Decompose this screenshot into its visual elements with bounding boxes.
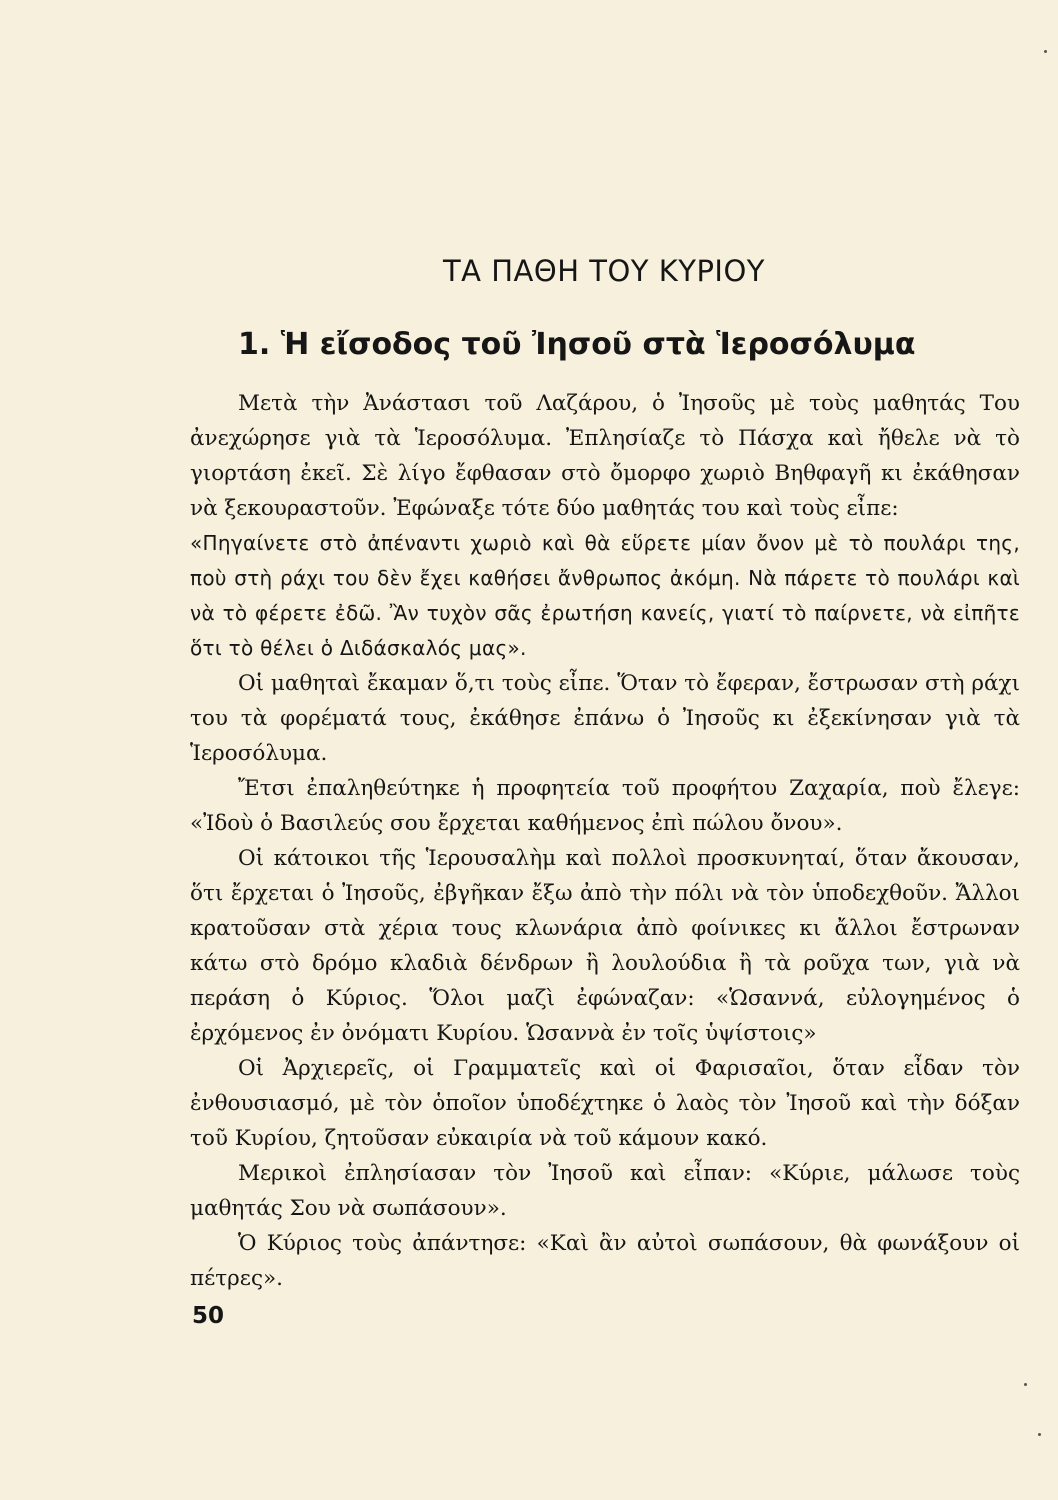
paragraph: Οἱ μαθηταὶ ἔκαμαν ὅ,τι τοὺς εἶπε. Ὅταν τὸ ἔφεραν, ἔστρωσαν στὴ ράχι του τὰ φορέματά τους, ἐκάθησε ἐπάνω ὁ Ἰησοῦς κι ἐξεκίνησαν γιὰ τὰ Ἱεροσόλυμα. [190, 671, 1020, 766]
quoted-paragraph: «Πηγαίνετε στὸ ἀπέναντι χωριὸ καὶ θὰ εὕρετε μίαν ὄνον μὲ τὸ πουλάρι της, ποὺ στὴ ράχι του δὲν ἔχει καθήσει ἄνθρωπος ἀκόμη. Νὰ πάρετε τὸ πουλάρι καὶ νὰ τὸ φέρετε ἐδῶ. Ἂν τυχὸν σᾶς ἐρωτήση κανείς, γιατί τὸ παίρνετε, νὰ εἰπῆτε ὅτι τὸ θέλει ὁ Διδάσκαλός μας». [190, 531, 1020, 660]
paper-speck [1024, 1383, 1027, 1386]
body-text [190, 386, 1020, 1296]
paper-speck [1038, 1433, 1041, 1436]
page-number: 50 [192, 1303, 225, 1329]
chapter-title: ΤΑ ΠΑΘΗ ΤΟΥ ΚΥΡΙΟΥ [442, 254, 766, 288]
paragraph: Ὁ Κύριος τοὺς ἀπάντησε: «Καὶ ἂν αὐτοὶ σωπάσουν, θὰ φωνάξουν οἱ πέτρες». [190, 1231, 1020, 1291]
paragraph: Ἔτσι ἐπαληθεύτηκε ἡ προφητεία τοῦ προφήτου Ζαχαρία, ποὺ ἔλεγε: «Ἰδοὺ ὁ Βασιλεύς σου ἔρχεται καθήμενος ἐπὶ πώλου ὄνου». [190, 776, 1020, 836]
paragraph: Οἱ Ἀρχιερεῖς, οἱ Γραμματεῖς καὶ οἱ Φαρισαῖοι, ὅταν εἶδαν τὸν ἐνθουσιασμό, μὲ τὸν ὁποῖον ὑποδέχτηκε ὁ λαὸς τὸν Ἰησοῦ καὶ τὴν δόξαν τοῦ Κυρίου, ζητοῦσαν εὐκαιρία νὰ τοῦ κάμουν κακό. [190, 1056, 1020, 1151]
section-title: 1. Ἡ εἴσοδος τοῦ Ἰησοῦ στὰ Ἱεροσόλυμα [238, 327, 916, 362]
paragraph: Οἱ κάτοικοι τῆς Ἱερουσαλὴμ καὶ πολλοὶ προσκυνηταί, ὅταν ἄκουσαν, ὅτι ἔρχεται ὁ Ἰησοῦς, ἐβγῆκαν ἔξω ἀπὸ τὴν πόλι νὰ τὸν ὑποδεχθοῦν. Ἄλλοι κρατοῦσαν στὰ χέρια τους κλωνάρια ἀπὸ φοίνικες κι ἄλλοι ἔστρωναν κάτω στὸ δρόμο κλαδιὰ δένδρων ἢ λουλούδια ἢ τὰ ροῦχα των, γιὰ νὰ περάση ὁ Κύριος. Ὅλοι μαζὶ ἐφώναζαν: «Ὡσαννά, εὐλογημένος ὁ ἐρχόμενος ἐν ὀνόματι Κυρίου. Ὡσαννὰ ἐν τοῖς ὑψίστοις» [190, 846, 1020, 1046]
paragraph: Μερικοὶ ἐπλησίασαν τὸν Ἰησοῦ καὶ εἶπαν: «Κύριε, μάλωσε τοὺς μαθητάς Σου νὰ σωπάσουν». [190, 1161, 1020, 1221]
paragraph: Μετὰ τὴν Ἀνάστασι τοῦ Λαζάρου, ὁ Ἰησοῦς μὲ τοὺς μαθητάς Του ἀνεχώρησε γιὰ τὰ Ἱεροσόλυμα. Ἐπλησίαζε τὸ Πάσχα καὶ ἤθελε νὰ τὸ γιορτάση ἐκεῖ. Σὲ λίγο ἔφθασαν στὸ ὄμορφο χωριὸ Βηθφαγῆ κι ἐκάθησαν νὰ ξεκουραστοῦν. Ἐφώναξε τότε δύο μαθητάς του καὶ τοὺς εἶπε: [190, 391, 1020, 521]
paper-speck [1044, 50, 1047, 53]
